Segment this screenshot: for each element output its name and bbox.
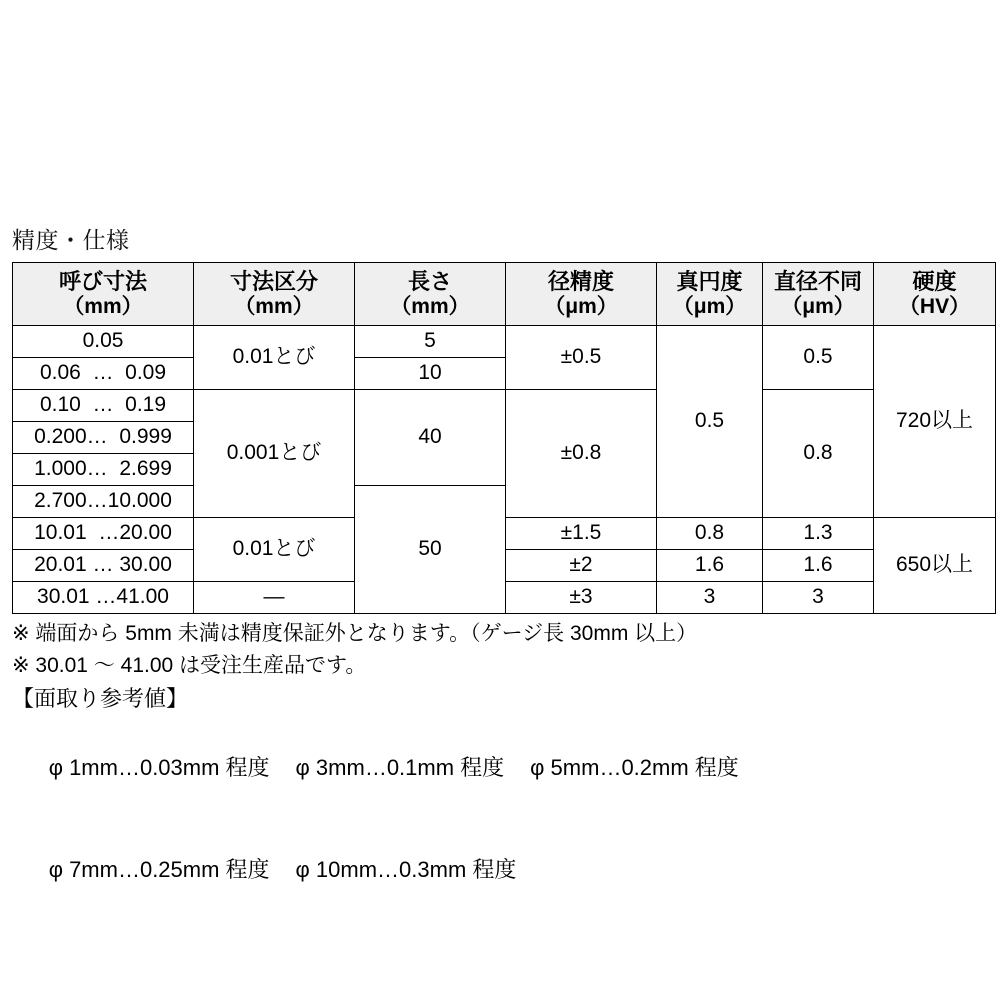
column-header-main: 直径不同: [773, 268, 862, 294]
table-header: [13, 263, 996, 326]
chamfer-row: [12, 819, 739, 921]
cell-diameter-variation: 0.5: [763, 326, 874, 390]
column-header-nominal-size: [13, 263, 194, 326]
cell-diameter-variation: 3: [763, 582, 874, 614]
cell-hardness: 720以上: [874, 326, 996, 518]
cell-size-class: ―: [194, 582, 355, 614]
column-header-unit: （μm）: [672, 294, 747, 318]
cell-nominal-size: 0.200… 0.999: [13, 422, 194, 454]
column-header-main: 呼び寸法: [58, 268, 147, 294]
cell-nominal-size: 0.05: [13, 326, 194, 358]
cell-nominal-size: 20.01 … 30.00: [13, 550, 194, 582]
cell-length: 10: [355, 358, 506, 390]
table-row: [13, 390, 996, 422]
chamfer-item: φ 1mm…0.03mm 程度: [48, 755, 270, 781]
cell-size-class: 0.01とび: [194, 518, 355, 582]
column-header-main: 長さ: [407, 268, 452, 294]
cell-diameter-variation: 1.6: [763, 550, 874, 582]
cell-diameter-accuracy: ±1.5: [506, 518, 657, 550]
column-header-unit: （mm）: [390, 294, 470, 318]
cell-roundness: 1.6: [657, 550, 763, 582]
cell-size-class: 0.001とび: [194, 390, 355, 518]
column-header-diameter-variation: [763, 263, 874, 326]
column-header-unit: （HV）: [898, 294, 971, 318]
notes-block: [12, 618, 697, 681]
cell-nominal-size: 30.01 …41.00: [13, 582, 194, 614]
cell-length: 5: [355, 326, 506, 358]
column-header-size-class: [194, 263, 355, 326]
cell-diameter-accuracy: ±2: [506, 550, 657, 582]
chamfer-item: φ 3mm…0.1mm 程度: [295, 755, 505, 781]
cell-nominal-size: 0.10 … 0.19: [13, 390, 194, 422]
chamfer-item: φ 5mm…0.2mm 程度: [530, 755, 739, 781]
column-header-roundness: [657, 263, 763, 326]
cell-diameter-accuracy: ±3: [506, 582, 657, 614]
cell-length: 40: [355, 390, 506, 486]
note-line: ※ 30.01 ～ 41.00 は受注生産品です。: [12, 653, 367, 677]
column-header-main: 真円度: [676, 268, 743, 294]
column-header-unit: （mm）: [234, 294, 314, 318]
column-header-unit: （μm）: [544, 294, 618, 318]
column-header-main: 寸法区分: [229, 268, 318, 294]
column-header-unit: （μm）: [781, 294, 855, 318]
cell-size-class: 0.01とび: [194, 326, 355, 390]
cell-diameter-variation: 0.8: [763, 390, 874, 518]
cell-roundness: 0.8: [657, 518, 763, 550]
cell-diameter-accuracy: ±0.5: [506, 326, 657, 390]
chamfer-row: [12, 717, 739, 819]
chamfer-item: φ 10mm…0.3mm 程度: [295, 857, 517, 883]
chamfer-reference-list: [12, 717, 739, 922]
page-title: 精度・仕様: [12, 227, 130, 253]
cell-hardness: 650以上: [874, 518, 996, 614]
cell-diameter-variation: 1.3: [763, 518, 874, 550]
table-row: [13, 326, 996, 358]
cell-length: 50: [355, 486, 506, 614]
column-header-main: 硬度: [912, 268, 957, 294]
cell-nominal-size: 10.01 …20.00: [13, 518, 194, 550]
column-header-main: 径精度: [547, 268, 614, 294]
column-header-unit: （mm）: [63, 294, 143, 318]
column-header-hardness: [874, 263, 996, 326]
cell-nominal-size: 0.06 … 0.09: [13, 358, 194, 390]
column-header-diameter-accuracy: [506, 263, 657, 326]
cell-roundness: 0.5: [657, 326, 763, 518]
cell-diameter-accuracy: ±0.8: [506, 390, 657, 518]
note-line: ※ 端面から 5mm 未満は精度保証外となります。（ゲージ長 30mm 以上）: [12, 622, 698, 645]
table-body: [13, 326, 996, 614]
column-header-length: [355, 263, 506, 326]
specification-table: [12, 262, 996, 614]
cell-nominal-size: 2.700…10.000: [13, 486, 194, 518]
chamfer-item: φ 7mm…0.25mm 程度: [48, 857, 270, 883]
table-header-row: [13, 263, 996, 326]
cell-nominal-size: 1.000… 2.699: [13, 454, 194, 486]
cell-roundness: 3: [657, 582, 763, 614]
chamfer-heading: 【面取り参考値】: [12, 686, 189, 711]
